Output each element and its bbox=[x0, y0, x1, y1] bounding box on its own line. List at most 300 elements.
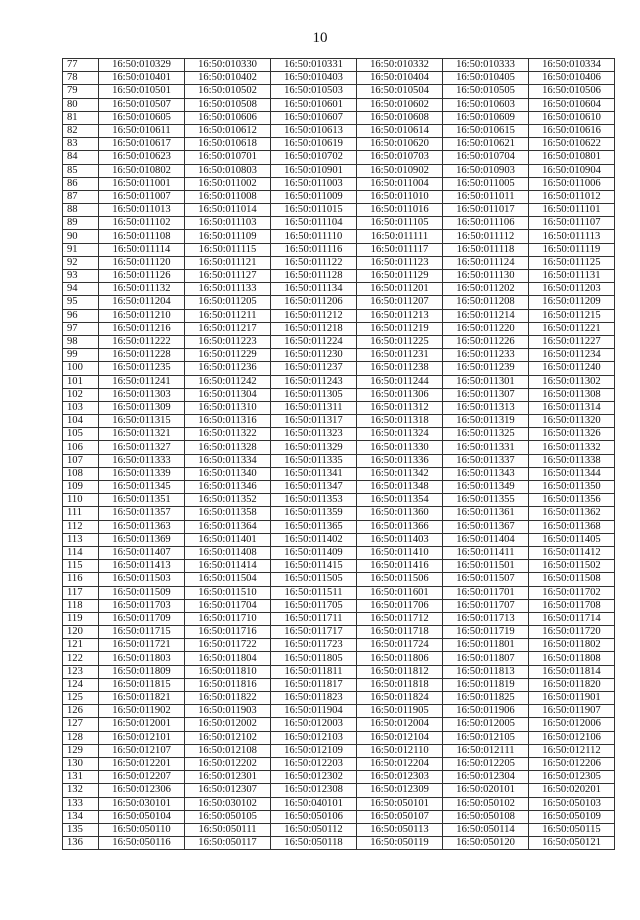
cadastral-number-cell: 16:50:011115 bbox=[185, 243, 271, 256]
table-row bbox=[63, 111, 615, 124]
cadastral-number-cell: 16:50:011330 bbox=[357, 441, 443, 454]
table-row bbox=[63, 705, 615, 718]
table-row bbox=[63, 771, 615, 784]
cadastral-number-cell: 16:50:011308 bbox=[529, 388, 615, 401]
cadastral-number-cell: 16:50:010506 bbox=[529, 85, 615, 98]
table-row bbox=[63, 481, 615, 494]
cadastral-number-cell: 16:50:011723 bbox=[271, 639, 357, 652]
row-number-cell: 78 bbox=[63, 72, 99, 85]
cadastral-number-cell: 16:50:050111 bbox=[185, 823, 271, 836]
cadastral-number-cell: 16:50:050108 bbox=[443, 810, 529, 823]
cadastral-number-cell: 16:50:011326 bbox=[529, 428, 615, 441]
cadastral-number-cell: 16:50:010507 bbox=[99, 98, 185, 111]
cadastral-number-cell: 16:50:011011 bbox=[443, 190, 529, 203]
cadastral-number-cell: 16:50:011409 bbox=[271, 546, 357, 559]
cadastral-number-cell: 16:50:050112 bbox=[271, 823, 357, 836]
cadastral-number-cell: 16:50:011365 bbox=[271, 520, 357, 533]
table-row bbox=[63, 718, 615, 731]
cadastral-number-cell: 16:50:011202 bbox=[443, 283, 529, 296]
row-number-cell: 114 bbox=[63, 546, 99, 559]
cadastral-number-cell: 16:50:011802 bbox=[529, 639, 615, 652]
table-row bbox=[63, 164, 615, 177]
cadastral-number-cell: 16:50:011205 bbox=[185, 296, 271, 309]
row-number-cell: 108 bbox=[63, 467, 99, 480]
table-row bbox=[63, 59, 615, 72]
cadastral-number-cell: 16:50:011331 bbox=[443, 441, 529, 454]
cadastral-number-cell: 16:50:011362 bbox=[529, 507, 615, 520]
cadastral-number-cell: 16:50:012109 bbox=[271, 744, 357, 757]
cadastral-number-cell: 16:50:012002 bbox=[185, 718, 271, 731]
cadastral-number-cell: 16:50:011118 bbox=[443, 243, 529, 256]
cadastral-number-cell: 16:50:011314 bbox=[529, 401, 615, 414]
cadastral-number-cell: 16:50:011006 bbox=[529, 177, 615, 190]
cadastral-number-cell: 16:50:011358 bbox=[185, 507, 271, 520]
cadastral-number-cell: 16:50:030102 bbox=[185, 797, 271, 810]
cadastral-number-cell: 16:50:011501 bbox=[443, 560, 529, 573]
cadastral-number-cell: 16:50:011226 bbox=[443, 335, 529, 348]
cadastral-number-cell: 16:50:011106 bbox=[443, 217, 529, 230]
row-number-cell: 132 bbox=[63, 784, 99, 797]
cadastral-number-cell: 16:50:011340 bbox=[185, 467, 271, 480]
table-row bbox=[63, 467, 615, 480]
cadastral-number-cell: 16:50:010508 bbox=[185, 98, 271, 111]
table-row bbox=[63, 217, 615, 230]
cadastral-number-cell: 16:50:011351 bbox=[99, 494, 185, 507]
row-number-cell: 99 bbox=[63, 349, 99, 362]
cadastral-number-cell: 16:50:011712 bbox=[357, 612, 443, 625]
table-body bbox=[63, 59, 615, 850]
cadastral-number-cell: 16:50:011319 bbox=[443, 415, 529, 428]
row-number-cell: 113 bbox=[63, 533, 99, 546]
row-number-cell: 118 bbox=[63, 599, 99, 612]
cadastral-number-cell: 16:50:011906 bbox=[443, 705, 529, 718]
cadastral-number-cell: 16:50:010703 bbox=[357, 151, 443, 164]
cadastral-number-cell: 16:50:011332 bbox=[529, 441, 615, 454]
cadastral-number-cell: 16:50:010608 bbox=[357, 111, 443, 124]
row-number-cell: 95 bbox=[63, 296, 99, 309]
cadastral-number-cell: 16:50:011416 bbox=[357, 560, 443, 573]
cadastral-number-cell: 16:50:010616 bbox=[529, 124, 615, 137]
row-number-cell: 121 bbox=[63, 639, 99, 652]
cadastral-number-cell: 16:50:011808 bbox=[529, 652, 615, 665]
cadastral-number-cell: 16:50:010704 bbox=[443, 151, 529, 164]
table-row bbox=[63, 573, 615, 586]
cadastral-number-cell: 16:50:011329 bbox=[271, 441, 357, 454]
cadastral-number-cell: 16:50:010333 bbox=[443, 59, 529, 72]
cadastral-number-cell: 16:50:011123 bbox=[357, 256, 443, 269]
cadastral-number-cell: 16:50:011228 bbox=[99, 349, 185, 362]
cadastral-number-cell: 16:50:011016 bbox=[357, 204, 443, 217]
cadastral-number-cell: 16:50:011134 bbox=[271, 283, 357, 296]
cadastral-number-cell: 16:50:050113 bbox=[357, 823, 443, 836]
cadastral-number-cell: 16:50:011819 bbox=[443, 678, 529, 691]
cadastral-number-cell: 16:50:011107 bbox=[529, 217, 615, 230]
table-row bbox=[63, 533, 615, 546]
cadastral-number-cell: 16:50:011350 bbox=[529, 481, 615, 494]
cadastral-number-cell: 16:50:011813 bbox=[443, 665, 529, 678]
cadastral-number-cell: 16:50:010504 bbox=[357, 85, 443, 98]
cadastral-number-cell: 16:50:011506 bbox=[357, 573, 443, 586]
cadastral-number-cell: 16:50:011101 bbox=[529, 204, 615, 217]
cadastral-number-cell: 16:50:011367 bbox=[443, 520, 529, 533]
cadastral-number-cell: 16:50:011818 bbox=[357, 678, 443, 691]
cadastral-number-cell: 16:50:011403 bbox=[357, 533, 443, 546]
table-row bbox=[63, 177, 615, 190]
cadastral-number-cell: 16:50:011133 bbox=[185, 283, 271, 296]
cadastral-number-cell: 16:50:011713 bbox=[443, 612, 529, 625]
cadastral-number-cell: 16:50:010609 bbox=[443, 111, 529, 124]
cadastral-number-cell: 16:50:010330 bbox=[185, 59, 271, 72]
cadastral-number-cell: 16:50:012112 bbox=[529, 744, 615, 757]
cadastral-number-cell: 16:50:010503 bbox=[271, 85, 357, 98]
row-number-cell: 83 bbox=[63, 138, 99, 151]
cadastral-number-cell: 16:50:012102 bbox=[185, 731, 271, 744]
cadastral-number-cell: 16:50:011811 bbox=[271, 665, 357, 678]
cadastral-number-cell: 16:50:011702 bbox=[529, 586, 615, 599]
cadastral-number-cell: 16:50:011125 bbox=[529, 256, 615, 269]
cadastral-number-cell: 16:50:011721 bbox=[99, 639, 185, 652]
cadastral-number-cell: 16:50:011112 bbox=[443, 230, 529, 243]
cadastral-number-cell: 16:50:011335 bbox=[271, 454, 357, 467]
table-row bbox=[63, 151, 615, 164]
cadastral-number-cell: 16:50:011201 bbox=[357, 283, 443, 296]
page-number: 10 bbox=[312, 30, 328, 46]
table-row bbox=[63, 415, 615, 428]
cadastral-number-cell: 16:50:011502 bbox=[529, 560, 615, 573]
cadastral-number-cell: 16:50:011234 bbox=[529, 349, 615, 362]
row-number-cell: 90 bbox=[63, 230, 99, 243]
cadastral-number-cell: 16:50:011323 bbox=[271, 428, 357, 441]
cadastral-number-cell: 16:50:011410 bbox=[357, 546, 443, 559]
row-number-cell: 82 bbox=[63, 124, 99, 137]
table-row bbox=[63, 639, 615, 652]
row-number-cell: 87 bbox=[63, 190, 99, 203]
cadastral-number-cell: 16:50:011601 bbox=[357, 586, 443, 599]
cadastral-number-cell: 16:50:011714 bbox=[529, 612, 615, 625]
cadastral-number-cell: 16:50:010620 bbox=[357, 138, 443, 151]
cadastral-number-cell: 16:50:011704 bbox=[185, 599, 271, 612]
cadastral-number-cell: 16:50:012006 bbox=[529, 718, 615, 731]
cadastral-number-cell: 16:50:011352 bbox=[185, 494, 271, 507]
row-number-cell: 135 bbox=[63, 823, 99, 836]
cadastral-number-cell: 16:50:010902 bbox=[357, 164, 443, 177]
cadastral-number-cell: 16:50:010601 bbox=[271, 98, 357, 111]
row-number-cell: 127 bbox=[63, 718, 99, 731]
row-number-cell: 80 bbox=[63, 98, 99, 111]
cadastral-number-cell: 16:50:012107 bbox=[99, 744, 185, 757]
cadastral-number-cell: 16:50:011360 bbox=[357, 507, 443, 520]
cadastral-number-cell: 16:50:011901 bbox=[529, 692, 615, 705]
cadastral-number-cell: 16:50:050117 bbox=[185, 837, 271, 850]
cadastral-number-cell: 16:50:011510 bbox=[185, 586, 271, 599]
row-number-cell: 97 bbox=[63, 322, 99, 335]
cadastral-number-cell: 16:50:012203 bbox=[271, 757, 357, 770]
cadastral-number-cell: 16:50:010401 bbox=[99, 72, 185, 85]
table-row bbox=[63, 309, 615, 322]
cadastral-number-cell: 16:50:011216 bbox=[99, 322, 185, 335]
cadastral-number-cell: 16:50:011132 bbox=[99, 283, 185, 296]
table-row bbox=[63, 401, 615, 414]
cadastral-number-cell: 16:50:050109 bbox=[529, 810, 615, 823]
table-row bbox=[63, 138, 615, 151]
cadastral-number-cell: 16:50:011309 bbox=[99, 401, 185, 414]
table-row bbox=[63, 204, 615, 217]
cadastral-number-cell: 16:50:011342 bbox=[357, 467, 443, 480]
cadastral-number-cell: 16:50:011114 bbox=[99, 243, 185, 256]
cadastral-number-cell: 16:50:011412 bbox=[529, 546, 615, 559]
cadastral-number-cell: 16:50:010803 bbox=[185, 164, 271, 177]
cadastral-number-cell: 16:50:011119 bbox=[529, 243, 615, 256]
cadastral-number-cell: 16:50:011103 bbox=[185, 217, 271, 230]
cadastral-number-cell: 16:50:011368 bbox=[529, 520, 615, 533]
cadastral-number-cell: 16:50:011824 bbox=[357, 692, 443, 705]
table-row bbox=[63, 744, 615, 757]
cadastral-number-cell: 16:50:011321 bbox=[99, 428, 185, 441]
cadastral-number-cell: 16:50:011224 bbox=[271, 335, 357, 348]
cadastral-number-cell: 16:50:011333 bbox=[99, 454, 185, 467]
cadastral-number-cell: 16:50:010607 bbox=[271, 111, 357, 124]
cadastral-number-cell: 16:50:011904 bbox=[271, 705, 357, 718]
cadastral-number-cell: 16:50:011237 bbox=[271, 362, 357, 375]
cadastral-number-cell: 16:50:012301 bbox=[185, 771, 271, 784]
cadastral-number-cell: 16:50:011131 bbox=[529, 270, 615, 283]
cadastral-number-cell: 16:50:011905 bbox=[357, 705, 443, 718]
cadastral-number-cell: 16:50:011816 bbox=[185, 678, 271, 691]
cadastral-number-cell: 16:50:011014 bbox=[185, 204, 271, 217]
cadastral-number-cell: 16:50:011722 bbox=[185, 639, 271, 652]
cadastral-number-cell: 16:50:011701 bbox=[443, 586, 529, 599]
cadastral-number-cell: 16:50:011240 bbox=[529, 362, 615, 375]
row-number-cell: 101 bbox=[63, 375, 99, 388]
cadastral-number-cell: 16:50:011807 bbox=[443, 652, 529, 665]
cadastral-number-cell: 16:50:011315 bbox=[99, 415, 185, 428]
row-number-cell: 117 bbox=[63, 586, 99, 599]
table-row bbox=[63, 678, 615, 691]
table-row bbox=[63, 454, 615, 467]
cadastral-number-cell: 16:50:011206 bbox=[271, 296, 357, 309]
row-number-cell: 119 bbox=[63, 612, 99, 625]
cadastral-number-cell: 16:50:010405 bbox=[443, 72, 529, 85]
row-number-cell: 125 bbox=[63, 692, 99, 705]
table-row bbox=[63, 586, 615, 599]
cadastral-number-cell: 16:50:011305 bbox=[271, 388, 357, 401]
cadastral-number-cell: 16:50:011124 bbox=[443, 256, 529, 269]
cadastral-number-cell: 16:50:011346 bbox=[185, 481, 271, 494]
cadastral-number-cell: 16:50:011017 bbox=[443, 204, 529, 217]
row-number-cell: 131 bbox=[63, 771, 99, 784]
cadastral-number-cell: 16:50:011804 bbox=[185, 652, 271, 665]
cadastral-number-cell: 16:50:011705 bbox=[271, 599, 357, 612]
cadastral-number-cell: 16:50:050102 bbox=[443, 797, 529, 810]
cadastral-number-cell: 16:50:011825 bbox=[443, 692, 529, 705]
cadastral-number-cell: 16:50:010334 bbox=[529, 59, 615, 72]
cadastral-number-cell: 16:50:011369 bbox=[99, 533, 185, 546]
cadastral-number-cell: 16:50:010329 bbox=[99, 59, 185, 72]
cadastral-number-cell: 16:50:011357 bbox=[99, 507, 185, 520]
cadastral-number-cell: 16:50:011304 bbox=[185, 388, 271, 401]
cadastral-number-cell: 16:50:012205 bbox=[443, 757, 529, 770]
cadastral-number-cell: 16:50:011204 bbox=[99, 296, 185, 309]
cadastral-number-cell: 16:50:011327 bbox=[99, 441, 185, 454]
cadastral-number-cell: 16:50:011244 bbox=[357, 375, 443, 388]
cadastral-number-cell: 16:50:011013 bbox=[99, 204, 185, 217]
table-row bbox=[63, 560, 615, 573]
cadastral-number-cell: 16:50:011411 bbox=[443, 546, 529, 559]
cadastral-number-cell: 16:50:011324 bbox=[357, 428, 443, 441]
cadastral-number-cell: 16:50:011004 bbox=[357, 177, 443, 190]
row-number-cell: 106 bbox=[63, 441, 99, 454]
row-number-cell: 129 bbox=[63, 744, 99, 757]
cadastral-number-cell: 16:50:011127 bbox=[185, 270, 271, 283]
cadastral-number-cell: 16:50:011007 bbox=[99, 190, 185, 203]
table-row bbox=[63, 98, 615, 111]
row-number-cell: 107 bbox=[63, 454, 99, 467]
table-row bbox=[63, 599, 615, 612]
row-number-cell: 123 bbox=[63, 665, 99, 678]
cadastral-number-cell: 16:50:011231 bbox=[357, 349, 443, 362]
cadastral-number-cell: 16:50:011220 bbox=[443, 322, 529, 335]
cadastral-number-cell: 16:50:012304 bbox=[443, 771, 529, 784]
cadastral-number-cell: 16:50:050110 bbox=[99, 823, 185, 836]
cadastral-number-cell: 16:50:011803 bbox=[99, 652, 185, 665]
cadastral-number-cell: 16:50:010613 bbox=[271, 124, 357, 137]
cadastral-number-cell: 16:50:011508 bbox=[529, 573, 615, 586]
cadastral-number-cell: 16:50:011218 bbox=[271, 322, 357, 335]
cadastral-number-cell: 16:50:050120 bbox=[443, 837, 529, 850]
table-row bbox=[63, 665, 615, 678]
table-row bbox=[63, 362, 615, 375]
cadastral-number-cell: 16:50:011720 bbox=[529, 626, 615, 639]
cadastral-number-cell: 16:50:011344 bbox=[529, 467, 615, 480]
cadastral-number-cell: 16:50:011221 bbox=[529, 322, 615, 335]
cadastral-number-cell: 16:50:011805 bbox=[271, 652, 357, 665]
cadastral-number-cell: 16:50:011343 bbox=[443, 467, 529, 480]
cadastral-number-cell: 16:50:050105 bbox=[185, 810, 271, 823]
cadastral-number-cell: 16:50:011003 bbox=[271, 177, 357, 190]
cadastral-number-cell: 16:50:011717 bbox=[271, 626, 357, 639]
cadastral-number-cell: 16:50:012204 bbox=[357, 757, 443, 770]
row-number-cell: 110 bbox=[63, 494, 99, 507]
table-row bbox=[63, 388, 615, 401]
cadastral-number-cell: 16:50:011109 bbox=[185, 230, 271, 243]
cadastral-number-cell: 16:50:011809 bbox=[99, 665, 185, 678]
cadastral-number-cell: 16:50:010615 bbox=[443, 124, 529, 137]
cadastral-number-cell: 16:50:011126 bbox=[99, 270, 185, 283]
table-row bbox=[63, 72, 615, 85]
cadastral-number-cell: 16:50:011719 bbox=[443, 626, 529, 639]
cadastral-number-cell: 16:50:011505 bbox=[271, 573, 357, 586]
cadastral-number-cell: 16:50:010903 bbox=[443, 164, 529, 177]
cadastral-number-cell: 16:50:010602 bbox=[357, 98, 443, 111]
row-number-cell: 89 bbox=[63, 217, 99, 230]
cadastral-number-cell: 16:50:011312 bbox=[357, 401, 443, 414]
row-number-cell: 103 bbox=[63, 401, 99, 414]
cadastral-number-cell: 16:50:050106 bbox=[271, 810, 357, 823]
cadastral-number-cell: 16:50:011318 bbox=[357, 415, 443, 428]
table-row bbox=[63, 757, 615, 770]
cadastral-number-cell: 16:50:011903 bbox=[185, 705, 271, 718]
cadastral-number-cell: 16:50:012206 bbox=[529, 757, 615, 770]
cadastral-number-cell: 16:50:011407 bbox=[99, 546, 185, 559]
cadastral-number-cell: 16:50:010802 bbox=[99, 164, 185, 177]
cadastral-number-cell: 16:50:011302 bbox=[529, 375, 615, 388]
row-number-cell: 88 bbox=[63, 204, 99, 217]
cadastral-number-cell: 16:50:011116 bbox=[271, 243, 357, 256]
cadastral-number-cell: 16:50:011212 bbox=[271, 309, 357, 322]
row-number-cell: 112 bbox=[63, 520, 99, 533]
table-row bbox=[63, 784, 615, 797]
cadastral-number-cell: 16:50:011242 bbox=[185, 375, 271, 388]
cadastral-number-cell: 16:50:010614 bbox=[357, 124, 443, 137]
cadastral-number-cell: 16:50:011325 bbox=[443, 428, 529, 441]
cadastral-number-cell: 16:50:010701 bbox=[185, 151, 271, 164]
row-number-cell: 81 bbox=[63, 111, 99, 124]
cadastral-number-cell: 16:50:011217 bbox=[185, 322, 271, 335]
cadastral-number-cell: 16:50:011316 bbox=[185, 415, 271, 428]
row-number-cell: 102 bbox=[63, 388, 99, 401]
cadastral-number-cell: 16:50:011724 bbox=[357, 639, 443, 652]
cadastral-number-cell: 16:50:012101 bbox=[99, 731, 185, 744]
cadastral-number-cell: 16:50:011404 bbox=[443, 533, 529, 546]
cadastral-number-cell: 16:50:011718 bbox=[357, 626, 443, 639]
cadastral-number-cell: 16:50:011503 bbox=[99, 573, 185, 586]
cadastral-number-cell: 16:50:011225 bbox=[357, 335, 443, 348]
cadastral-number-cell: 16:50:011320 bbox=[529, 415, 615, 428]
cadastral-number-cell: 16:50:011345 bbox=[99, 481, 185, 494]
cadastral-number-cell: 16:50:011703 bbox=[99, 599, 185, 612]
cadastral-number-cell: 16:50:012106 bbox=[529, 731, 615, 744]
cadastral-number-cell: 16:50:010702 bbox=[271, 151, 357, 164]
cadastral-number-cell: 16:50:010502 bbox=[185, 85, 271, 98]
row-number-cell: 122 bbox=[63, 652, 99, 665]
cadastral-number-cell: 16:50:011008 bbox=[185, 190, 271, 203]
cadastral-number-cell: 16:50:010611 bbox=[99, 124, 185, 137]
row-number-cell: 124 bbox=[63, 678, 99, 691]
cadastral-number-cell: 16:50:011227 bbox=[529, 335, 615, 348]
row-number-cell: 105 bbox=[63, 428, 99, 441]
cadastral-number-cell: 16:50:011339 bbox=[99, 467, 185, 480]
cadastral-number-cell: 16:50:010606 bbox=[185, 111, 271, 124]
cadastral-number-cell: 16:50:012308 bbox=[271, 784, 357, 797]
cadastral-number-cell: 16:50:012104 bbox=[357, 731, 443, 744]
cadastral-number-cell: 16:50:050104 bbox=[99, 810, 185, 823]
cadastral-number-cell: 16:50:010404 bbox=[357, 72, 443, 85]
row-number-cell: 115 bbox=[63, 560, 99, 573]
cadastral-number-cell: 16:50:050115 bbox=[529, 823, 615, 836]
table-row bbox=[63, 731, 615, 744]
cadastral-number-cell: 16:50:010619 bbox=[271, 138, 357, 151]
cadastral-number-cell: 16:50:011009 bbox=[271, 190, 357, 203]
cadastral-number-cell: 16:50:011229 bbox=[185, 349, 271, 362]
cadastral-number-cell: 16:50:010623 bbox=[99, 151, 185, 164]
cadastral-number-cell: 16:50:011005 bbox=[443, 177, 529, 190]
cadastral-number-cell: 16:50:012305 bbox=[529, 771, 615, 784]
cadastral-number-cell: 16:50:011328 bbox=[185, 441, 271, 454]
cadastral-number-cell: 16:50:011356 bbox=[529, 494, 615, 507]
cadastral-number-cell: 16:50:011902 bbox=[99, 705, 185, 718]
cadastral-number-cell: 16:50:011817 bbox=[271, 678, 357, 691]
cadastral-number-cell: 16:50:011711 bbox=[271, 612, 357, 625]
table-row bbox=[63, 797, 615, 810]
cadastral-number-cell: 16:50:011822 bbox=[185, 692, 271, 705]
cadastral-number-cell: 16:50:011238 bbox=[357, 362, 443, 375]
cadastral-number-cell: 16:50:011306 bbox=[357, 388, 443, 401]
cadastral-number-cell: 16:50:010801 bbox=[529, 151, 615, 164]
cadastral-number-cell: 16:50:011241 bbox=[99, 375, 185, 388]
cadastral-number-cell: 16:50:011117 bbox=[357, 243, 443, 256]
cadastral-number-cell: 16:50:011307 bbox=[443, 388, 529, 401]
cadastral-number-cell: 16:50:012110 bbox=[357, 744, 443, 757]
